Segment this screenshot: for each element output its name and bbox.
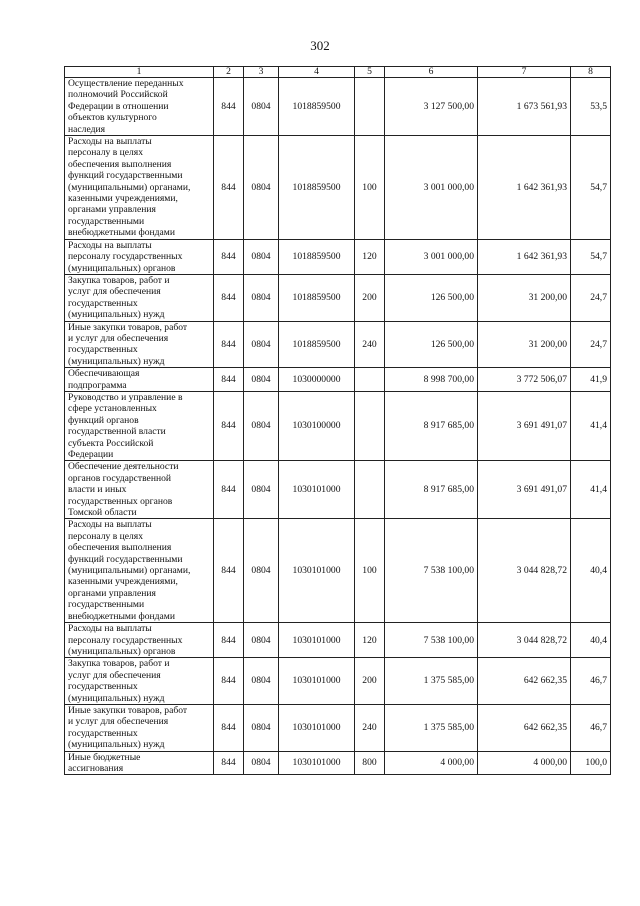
section-code: 0804: [244, 658, 279, 705]
expense-type-code: 200: [355, 658, 385, 705]
section-code: 0804: [244, 751, 279, 775]
ministry-code: 844: [214, 368, 244, 392]
expense-type-code: 240: [355, 321, 385, 368]
table-row: [65, 704, 611, 751]
target-article-code: 1030101000: [279, 461, 355, 519]
executed-amount: 1 642 361,93: [478, 239, 571, 274]
row-name: Закупка товаров, работ и услуг для обеспечения государственных (муниципальных) нужд: [65, 658, 214, 705]
section-code: 0804: [244, 274, 279, 321]
target-article-code: 1030100000: [279, 391, 355, 460]
row-name: Закупка товаров, работ и услуг для обеспечения государственных (муниципальных) нужд: [65, 274, 214, 321]
execution-percent: 54,7: [571, 136, 611, 240]
row-name: Расходы на выплаты персоналу в целях обеспечения выполнения функций государственными (муниципальными) органами, казенными учреждениями, органами управления государственными внебюджетными фондами: [65, 136, 214, 240]
approved-amount: 126 500,00: [385, 274, 478, 321]
approved-amount: 8 917 685,00: [385, 391, 478, 460]
execution-percent: 41,4: [571, 391, 611, 460]
ministry-code: 844: [214, 623, 244, 658]
table-row: [65, 519, 611, 623]
row-name: Обеспечение деятельности органов государственной власти и иных государственных органов Томской области: [65, 461, 214, 519]
approved-amount: 3 001 000,00: [385, 136, 478, 240]
column-header: 8: [571, 67, 611, 78]
executed-amount: 31 200,00: [478, 321, 571, 368]
approved-amount: 3 001 000,00: [385, 239, 478, 274]
ministry-code: 844: [214, 461, 244, 519]
column-header: 4: [279, 67, 355, 78]
row-name: Расходы на выплаты персоналу в целях обеспечения выполнения функций государственными (муниципальными) органами, казенными учреждениями, органами управления государственными внебюджетными фондами: [65, 519, 214, 623]
column-header: 3: [244, 67, 279, 78]
expense-type-code: [355, 368, 385, 392]
executed-amount: 31 200,00: [478, 274, 571, 321]
table-row: [65, 274, 611, 321]
expense-type-code: 200: [355, 274, 385, 321]
execution-percent: 46,7: [571, 658, 611, 705]
section-code: 0804: [244, 461, 279, 519]
executed-amount: 642 662,35: [478, 658, 571, 705]
target-article-code: 1018859500: [279, 274, 355, 321]
table-row: [65, 461, 611, 519]
row-name: Расходы на выплаты персоналу государственных (муниципальных) органов: [65, 623, 214, 658]
target-article-code: 1030101000: [279, 658, 355, 705]
target-article-code: 1030101000: [279, 623, 355, 658]
approved-amount: 1 375 585,00: [385, 658, 478, 705]
ministry-code: 844: [214, 751, 244, 775]
page-number: 302: [310, 38, 330, 53]
row-name: Руководство и управление в сфере установленных функций органов государственной власти субъекта Российской Федерации: [65, 391, 214, 460]
table-row: [65, 78, 611, 136]
table-row: [65, 391, 611, 460]
target-article-code: 1030101000: [279, 751, 355, 775]
executed-amount: 3 044 828,72: [478, 519, 571, 623]
table-row: [65, 136, 611, 240]
executed-amount: 3 772 506,07: [478, 368, 571, 392]
row-name: Осуществление переданных полномочий Российской Федерации в отношении объектов культурного наследия: [65, 78, 214, 136]
executed-amount: 3 044 828,72: [478, 623, 571, 658]
executed-amount: 642 662,35: [478, 704, 571, 751]
execution-percent: 41,4: [571, 461, 611, 519]
target-article-code: 1018859500: [279, 239, 355, 274]
row-name: Расходы на выплаты персоналу государственных (муниципальных) органов: [65, 239, 214, 274]
executed-amount: 1 673 561,93: [478, 78, 571, 136]
target-article-code: 1030101000: [279, 519, 355, 623]
section-code: 0804: [244, 239, 279, 274]
execution-percent: 41,9: [571, 368, 611, 392]
approved-amount: 7 538 100,00: [385, 519, 478, 623]
row-name: Обеспечивающая подпрограмма: [65, 368, 214, 392]
column-header: 2: [214, 67, 244, 78]
execution-percent: 40,4: [571, 519, 611, 623]
executed-amount: 4 000,00: [478, 751, 571, 775]
executed-amount: 3 691 491,07: [478, 391, 571, 460]
ministry-code: 844: [214, 274, 244, 321]
ministry-code: 844: [214, 239, 244, 274]
expense-type-code: 120: [355, 623, 385, 658]
row-name: Иные закупки товаров, работ и услуг для обеспечения государственных (муниципальных) нужд: [65, 321, 214, 368]
section-code: 0804: [244, 391, 279, 460]
column-header: 5: [355, 67, 385, 78]
header-row: [65, 67, 611, 78]
target-article-code: 1018859500: [279, 136, 355, 240]
ministry-code: 844: [214, 704, 244, 751]
execution-percent: 46,7: [571, 704, 611, 751]
executed-amount: 1 642 361,93: [478, 136, 571, 240]
table-row: [65, 623, 611, 658]
executed-amount: 3 691 491,07: [478, 461, 571, 519]
execution-percent: 40,4: [571, 623, 611, 658]
execution-percent: 53,5: [571, 78, 611, 136]
budget-table: [64, 66, 611, 775]
column-header: 7: [478, 67, 571, 78]
target-article-code: 1018859500: [279, 321, 355, 368]
ministry-code: 844: [214, 391, 244, 460]
expense-type-code: 240: [355, 704, 385, 751]
column-header: 1: [65, 67, 214, 78]
ministry-code: 844: [214, 321, 244, 368]
table-row: [65, 239, 611, 274]
execution-percent: 24,7: [571, 274, 611, 321]
section-code: 0804: [244, 623, 279, 658]
expense-type-code: 100: [355, 519, 385, 623]
section-code: 0804: [244, 321, 279, 368]
ministry-code: 844: [214, 78, 244, 136]
row-name: Иные закупки товаров, работ и услуг для обеспечения государственных (муниципальных) нужд: [65, 704, 214, 751]
section-code: 0804: [244, 136, 279, 240]
approved-amount: 8 998 700,00: [385, 368, 478, 392]
execution-percent: 24,7: [571, 321, 611, 368]
ministry-code: 844: [214, 658, 244, 705]
section-code: 0804: [244, 519, 279, 623]
ministry-code: 844: [214, 136, 244, 240]
execution-percent: 100,0: [571, 751, 611, 775]
expense-type-code: 120: [355, 239, 385, 274]
expense-type-code: [355, 391, 385, 460]
table-row: [65, 751, 611, 775]
expense-type-code: [355, 461, 385, 519]
target-article-code: 1018859500: [279, 78, 355, 136]
expense-type-code: 100: [355, 136, 385, 240]
ministry-code: 844: [214, 519, 244, 623]
approved-amount: 126 500,00: [385, 321, 478, 368]
table-row: [65, 658, 611, 705]
row-name: Иные бюджетные ассигнования: [65, 751, 214, 775]
approved-amount: 4 000,00: [385, 751, 478, 775]
column-header: 6: [385, 67, 478, 78]
approved-amount: 3 127 500,00: [385, 78, 478, 136]
target-article-code: 1030000000: [279, 368, 355, 392]
table-row: [65, 321, 611, 368]
section-code: 0804: [244, 704, 279, 751]
approved-amount: 7 538 100,00: [385, 623, 478, 658]
section-code: 0804: [244, 78, 279, 136]
table-row: [65, 368, 611, 392]
approved-amount: 1 375 585,00: [385, 704, 478, 751]
execution-percent: 54,7: [571, 239, 611, 274]
target-article-code: 1030101000: [279, 704, 355, 751]
section-code: 0804: [244, 368, 279, 392]
expense-type-code: [355, 78, 385, 136]
approved-amount: 8 917 685,00: [385, 461, 478, 519]
expense-type-code: 800: [355, 751, 385, 775]
